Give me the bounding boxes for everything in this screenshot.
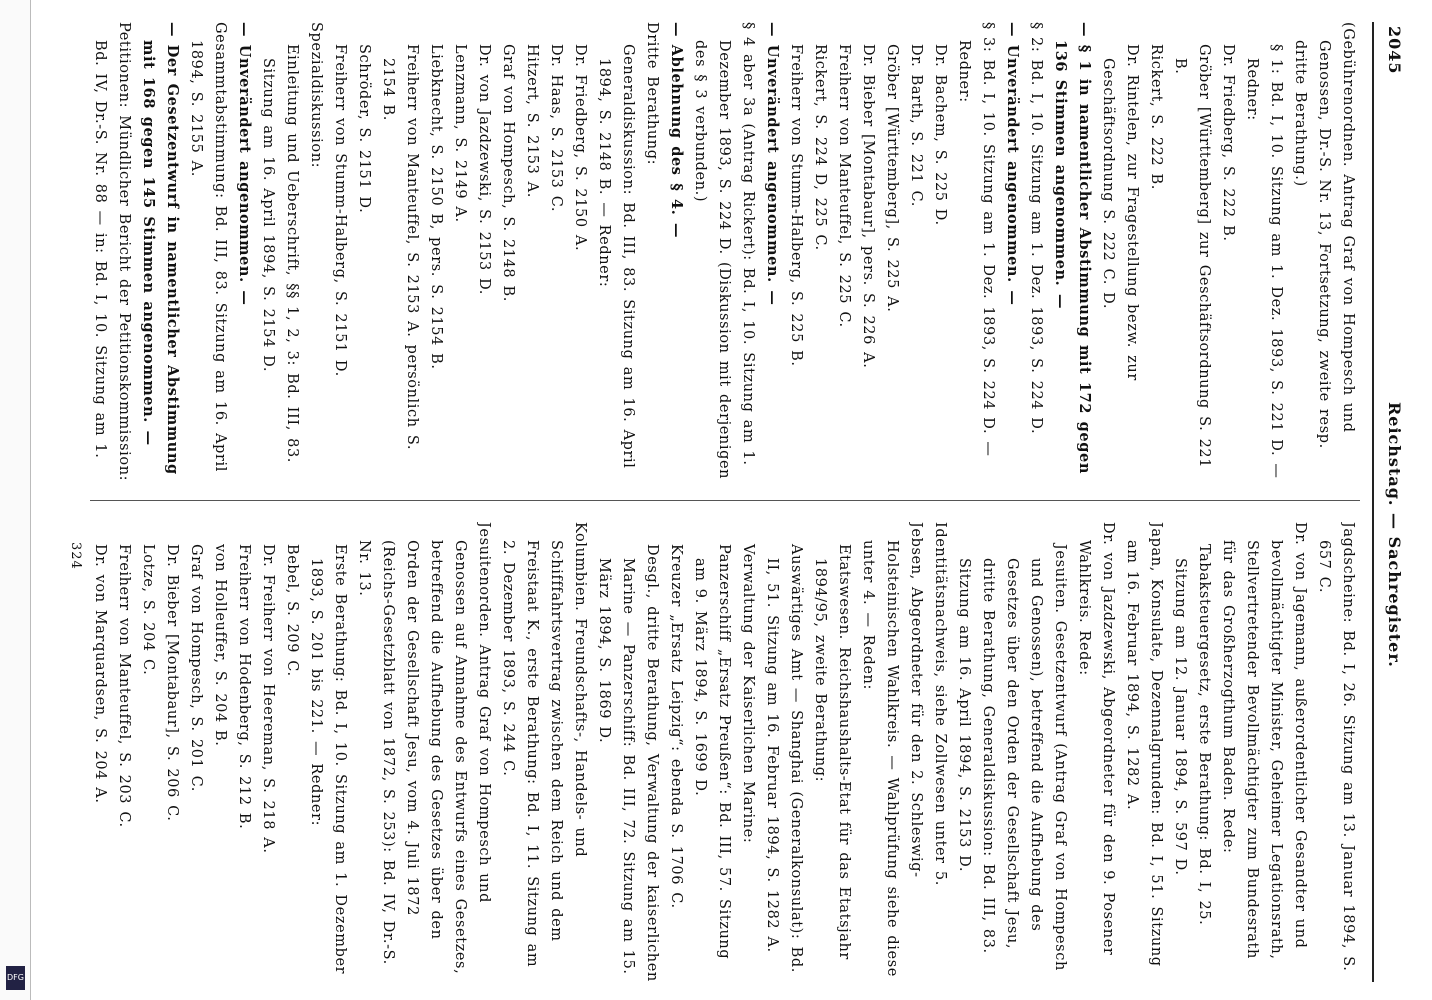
- index-entry: Einleitung und Ueberschrift, §§ 1, 2, 3: Bd. III, 83. Sitzung am 16. April 1894, S. 2154 D.: [260, 44, 300, 463]
- index-entry: Petitionen: Mündlicher Bericht der Petitionskommission: Bd. IV, Dr.-S. Nr. 88 — in: Bd. I, 10. Sitzung am 1.: [92, 22, 132, 482]
- index-entry: Schröder, S. 2151 D.: [356, 44, 372, 214]
- index-entry: Erste Berathung: Bd. I, 10. Sitzung am 1. Dezember 1893, S. 201 bis 221. — Redner:: [308, 544, 348, 975]
- rotated-text-block: [50, 22, 1410, 982]
- index-entry: Panzerschiff „Ersatz Preußen“: Bd. III, 57. Sitzung am 9. März 1894, S. 1699 D.: [692, 544, 732, 960]
- index-entry: Hitzert, S. 2153 A.: [524, 44, 540, 198]
- index-entry: Dr. Rintelen, zur Fragestellung bezw. zur Geschäftsordnung S. 222 C. D.: [1100, 44, 1140, 381]
- index-entry: Gröber [Württemberg] zur Geschäftsordnung S. 221 B.: [1172, 44, 1212, 469]
- index-entry: Dr. Friedberg, S. 2150 A.: [572, 44, 588, 252]
- index-entry: Lotze, S. 204 C.: [140, 544, 156, 676]
- index-entry: Graf von Hompesch, S. 2148 B.: [500, 44, 516, 302]
- index-entry: — Unverändert angenommen. —: [764, 22, 781, 306]
- index-entry: Etatswesen. Reichshaushalts-Etat für das Etatsjahr 1894/95, zweite Berathung:: [812, 544, 852, 960]
- index-entry: Freiherr von Stumm-Halberg, S. 2151 D.: [332, 44, 348, 377]
- head-rule: [1372, 22, 1374, 982]
- index-entry: Gröber [Württemberg], S. 225 A.: [884, 44, 900, 313]
- signature-mark: 324: [68, 542, 83, 570]
- index-entry: Jesuitenorden. Antrag Graf von Hompesch und Genossen auf Annahme des Entwurfs eines Gesetzes, betreffend die Aufhebung des Gesetzes über den Orden der Gesellschaft Jesu, vom 4. Juli 1872 (Reichs-Gesetzblatt von 1872, S. 253): Bd. IV, Dr.-S. Nr. 13.: [356, 522, 492, 975]
- index-entry: § 4 aber 3a (Antrag Rickert): Bd. I, 10. Sitzung am 1. Dezember 1893, S. 224 D. (Diskussion mit derjenigen des § 3 verbunden.): [692, 22, 756, 480]
- index-entry: — Ablehnung des § 4. —: [668, 22, 685, 239]
- index-entry: Freiherr von Manteuffel, S. 2153 A. persönlich S. 2154 B.: [380, 44, 420, 451]
- index-entry: Jebsen, Abgeordneter für den 2. Schleswig-Holsteinischen Wahlkreis. — Wahlprüfung siehe diese unter 4. — Reden:: [860, 522, 924, 977]
- index-entry: Liebknecht, S. 2150 B, pers. S. 2154 B.: [428, 44, 444, 370]
- index-entry: Freiherr von Hodenberg, S. 212 B.: [236, 544, 252, 830]
- index-entry: Gesammtabstimmung: Bd. III, 83. Sitzung am 16. April 1894, S. 2155 A.: [188, 22, 228, 473]
- index-entry: Freiherr von Stumm-Halberg, S. 225 B.: [788, 44, 804, 367]
- index-entry: Dr. Bieber [Montabaur], S. 206 C.: [164, 544, 180, 822]
- index-entry: Dr. Bieber [Montabaur], pers. S. 226 A.: [860, 44, 876, 369]
- index-entry: Dr. Freiherr von Heereman, S. 218 A.: [260, 544, 276, 854]
- index-entry: Tabaksteuergesetz, erste Berathung: Bd. I, 25. Sitzung am 12. Januar 1894, S. 597 D.: [1172, 544, 1212, 926]
- index-entry: § 3: Bd. I, 10. Sitzung am 1. Dez. 1893, S. 224 D. — Redner:: [956, 22, 996, 457]
- index-entry: — Unverändert angenommen. —: [1004, 22, 1021, 306]
- index-entry: Dr. von Jazdzewski, S. 2153 D.: [476, 44, 492, 296]
- index-entry: von Holleuffer, S. 204 B.: [212, 544, 228, 747]
- running-head: [1370, 22, 1410, 982]
- index-entry: (Gebührenordnen. Antrag Graf von Hompesch und Genossen, Dr.-S. Nr. 13, Fortsetzung, zweite resp. dritte Berathung.): [1292, 22, 1356, 449]
- index-entry: § 2: Bd. I, 10. Sitzung am 1. Dez. 1893, S. 224 D.: [1028, 22, 1044, 435]
- left-column: [90, 22, 1360, 482]
- index-entry: Dr. Barth, S. 221 C.: [908, 44, 924, 207]
- index-entry: Rickert, S. 222 B.: [1148, 44, 1164, 191]
- running-title: Reichstag. — Sachregister.: [1385, 402, 1404, 668]
- index-entry: Jagdscheine: Bd. I, 26. Sitzung am 13. Januar 1894, S. 657 C.: [1316, 522, 1356, 972]
- index-entry: Verwaltung der Kaiserlichen Marine:: [740, 544, 756, 844]
- page-number: 2045: [1385, 26, 1404, 75]
- index-entry: Kolumbien. Freundschafts-, Handels- und Schifffahrtsvertrag zwischen dem Reich und dem Freistaat K., erste Berathung: Bd. I, 11. Sitzung am 2. Dezember 1893, S. 244 C.: [500, 522, 588, 968]
- dfg-logo: DFG: [6, 966, 25, 990]
- index-entry: Dr. Haas, S. 2153 C.: [548, 44, 564, 213]
- index-entry: § 1: Bd. I, 10. Sitzung am 1. Dez. 1893, S. 221 D. — Redner:: [1244, 44, 1284, 479]
- index-entry: Identitätsnachweis, siehe Zollwesen unter 5.: [932, 522, 948, 886]
- column-divider: [90, 500, 1360, 501]
- index-entry: Jesuiten. Gesetzentwurf (Antrag Graf von Hompesch und Genossen), betreffend die Aufhebung des Gesetzes über den Orden der Gesellschaft Jesu, dritte Berathung, Generaldiskussion: Bd. III, 83. Sitzung am 16. April 1894, S. 2153 D.: [956, 544, 1068, 971]
- index-entry: Lenzmann, S. 2149 A.: [452, 44, 468, 223]
- index-entry: Japan, Konsulate, Dezennalgrunden: Bd. I, 51. Sitzung am 16. Februar 1894, S. 1282 A.: [1124, 522, 1164, 967]
- index-entry: — Unverändert angenommen. —: [236, 22, 253, 306]
- index-entry: Dr. Bachem, S. 225 D.: [932, 44, 948, 226]
- index-entry: Dr. Friedberg, S. 222 B.: [1220, 44, 1236, 242]
- index-entry: Rickert, S. 224 D, 225 C.: [812, 44, 828, 251]
- index-entry: Kreuzer „Ersatz Leipzig“: ebenda S. 1706 C.: [668, 544, 684, 909]
- digitization-credit: [0, 6, 4, 966]
- index-entry: Desgl., dritte Berathung, Verwaltung der kaiserlichen Marine — Panzerschiff: Bd. III, 72. Sitzung am 15. März 1894, S. 1869 D.: [596, 544, 660, 982]
- index-entry: Spezialdiskussion:: [308, 22, 324, 169]
- index-entry: — Der Gesetzentwurf in namentlicher Abstimmung mit 168 gegen 145 Stimmen angenommen. —: [140, 22, 181, 475]
- index-entry: Generaldiskussion: Bd. III, 83. Sitzung am 16. April 1894, S. 2148 B. — Redner:: [596, 44, 636, 469]
- index-entry: Dr. von Marquardsen, S. 204 A.: [92, 544, 108, 804]
- index-entry: Freiherr von Manteuffel, S. 225 C.: [836, 44, 852, 328]
- index-entry: Bebel, S. 209 C.: [284, 544, 300, 677]
- right-column: [90, 522, 1360, 982]
- page-footer: [55, 22, 85, 982]
- index-entry: — § 1 in namentlicher Abstimmung mit 172 gegen 136 Stimmen angenommen. —: [1052, 22, 1093, 474]
- index-entry: Auswärtiges Amt — Shanghai (Generalkonsulat): Bd. II, 51. Sitzung am 16. Februar 1894, S. 1282 A.: [764, 544, 804, 973]
- index-entry: Freiherr von Manteuffel, S. 203 C.: [116, 544, 132, 828]
- index-entry: Dritte Berathung:: [644, 22, 660, 166]
- index-entry: Dr. von Jagemann, außerordentlicher Gesandter und bevollmächtigter Minister, Geheimer Legationsrath, Stellvertretender Bevollmächtigter zum Bundesrath für das Großherzogthum Baden. Rede:: [1220, 522, 1308, 960]
- index-entry: Graf von Hompesch, S. 201 C.: [188, 544, 204, 793]
- digitization-margin: [0, 0, 31, 1000]
- index-entry: Dr. von Jazdzewski, Abgeordneter für den 9. Posener Wahlkreis. Rede:: [1076, 522, 1116, 956]
